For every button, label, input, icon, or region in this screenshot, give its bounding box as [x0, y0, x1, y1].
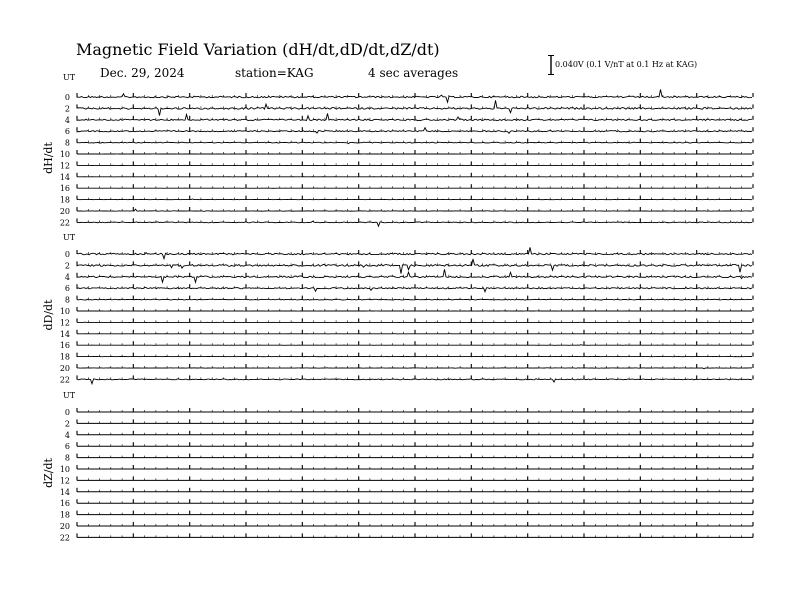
hour-tick-label: 12 [59, 161, 70, 171]
panel-3 [42, 391, 753, 542]
trace-row [77, 259, 752, 274]
hour-tick-label: 6 [64, 284, 70, 294]
trace-row [77, 288, 752, 292]
hour-tick-label: 2 [64, 261, 70, 271]
panel-ylabel: dH/dt [42, 142, 55, 174]
ut-axis-label: UT [63, 391, 76, 400]
hour-tick-label: 6 [64, 127, 70, 137]
ut-axis-label: UT [63, 73, 76, 82]
hour-tick-label: 16 [59, 341, 70, 351]
hour-tick-label: 14 [59, 487, 70, 497]
averaging-label: 4 sec averages [368, 66, 459, 80]
chart-title: Magnetic Field Variation (dH/dt,dD/dt,dZ/dt) [76, 40, 440, 59]
ut-axis-label: UT [63, 233, 76, 242]
hour-tick-label: 12 [59, 476, 70, 486]
hour-tick-label: 10 [59, 150, 70, 159]
hour-tick-label: 12 [59, 318, 70, 328]
panel-1 [42, 73, 753, 227]
panel-ylabel: dZ/dt [42, 458, 55, 488]
hour-tick-label: 4 [64, 115, 70, 125]
panel-2 [42, 233, 753, 384]
date-label: Dec. 29, 2024 [100, 66, 185, 80]
panel-ylabel: dD/dt [42, 299, 55, 331]
hour-tick-label: 2 [64, 419, 70, 429]
hour-tick-label: 18 [59, 352, 70, 362]
hour-tick-label: 22 [59, 533, 70, 543]
hour-tick-label: 8 [64, 295, 70, 305]
hour-tick-label: 18 [59, 510, 70, 520]
hour-tick-label: 0 [64, 408, 70, 417]
hour-tick-label: 0 [64, 93, 70, 102]
hour-tick-label: 16 [59, 499, 70, 509]
hour-tick-label: 14 [59, 172, 70, 182]
hour-tick-label: 16 [59, 184, 70, 194]
scale-label: 0.040V (0.1 V/nT at 0.1 Hz at KAG) [555, 60, 698, 69]
hour-tick-label: 22 [59, 218, 70, 228]
hour-tick-label: 22 [59, 375, 70, 385]
hour-tick-label: 20 [59, 364, 70, 373]
hour-tick-label: 6 [64, 442, 70, 452]
hour-tick-label: 20 [59, 522, 70, 531]
station-label: station=KAG [235, 66, 314, 80]
hour-tick-label: 18 [59, 195, 70, 205]
hour-tick-label: 0 [64, 250, 70, 259]
hour-tick-label: 14 [59, 329, 70, 339]
hour-tick-label: 4 [64, 272, 70, 282]
hour-tick-label: 8 [64, 453, 70, 463]
hour-tick-label: 8 [64, 138, 70, 148]
hour-tick-label: 20 [59, 207, 70, 216]
hour-tick-label: 4 [64, 430, 70, 440]
hour-tick-label: 2 [64, 104, 70, 114]
hour-tick-label: 10 [59, 307, 70, 316]
hour-tick-label: 10 [59, 465, 70, 474]
